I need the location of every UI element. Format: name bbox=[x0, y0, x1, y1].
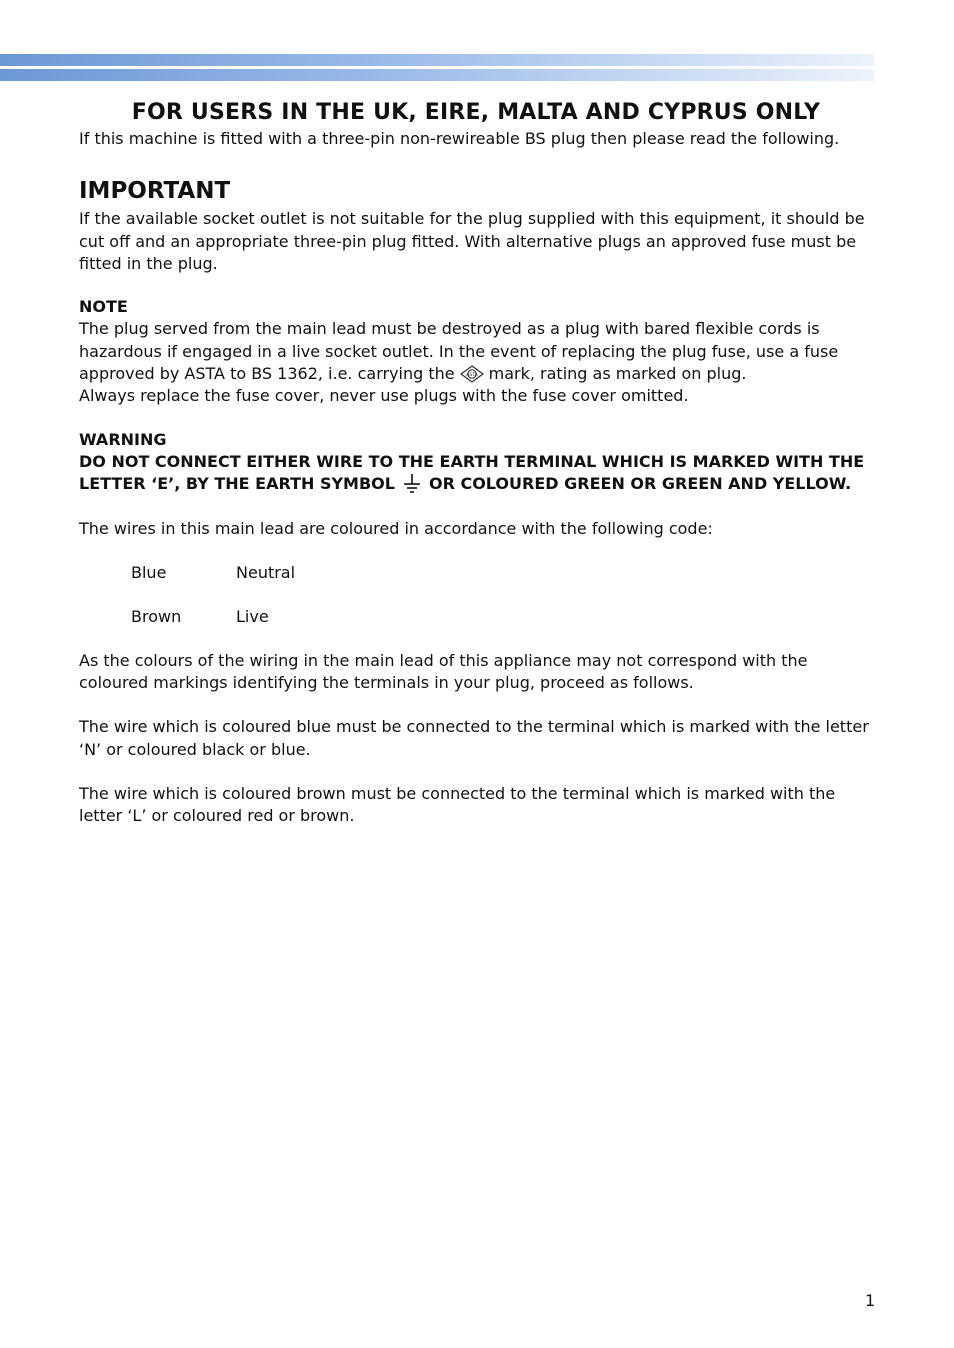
note-text-start: The plug served from the main lead must be destroyed as a plug with bared flexible cords is hazardous if engaged in a live socket outlet. In the event of replacing the plug fuse, use a fuse approved by ASTA to BS 1362, i.e. carrying the bbox=[79, 319, 839, 384]
wiring-paragraph-2: The wire which is coloured blue must be connected to the terminal which is marked with the letter ‘N’ or coloured black or blue. bbox=[79, 717, 869, 759]
wire-colour: Blue bbox=[131, 562, 167, 582]
warning-text-start: DO NOT CONNECT EITHER WIRE TO THE EARTH TERMINAL WHICH IS MARKED WITH THE LETTER ‘E’, BY THE EARTH SYMBOL bbox=[79, 451, 865, 494]
document-body bbox=[79, 98, 873, 828]
important-text: If the available socket outlet is not suitable for the plug supplied with this equipment, it should be cut off and an appropriate three-pin plug fitted. With alternative plugs an approved fuse must be fitted in the plug. bbox=[79, 209, 865, 273]
wiring-intro: The wires in this main lead are coloured in accordance with the following code: bbox=[79, 518, 713, 538]
header-band-top bbox=[0, 54, 874, 66]
warning-text-end: OR COLOURED GREEN OR GREEN AND YELLOW. bbox=[428, 474, 852, 494]
wire-code-row-brown bbox=[131, 606, 873, 628]
wire-colour: Brown bbox=[131, 606, 182, 626]
note-text-end: mark, rating as marked on plug. bbox=[488, 364, 747, 384]
page-number: 1 bbox=[865, 1291, 876, 1310]
asta-mark-icon bbox=[460, 365, 484, 383]
wire-code-row-blue bbox=[131, 562, 873, 584]
note-text bbox=[79, 318, 873, 407]
wire-meaning: Neutral bbox=[236, 562, 296, 582]
note-text-line2: Always replace the fuse cover, never use plugs with the fuse cover omitted. bbox=[79, 386, 689, 406]
warning-text bbox=[79, 451, 873, 496]
svg-text:ASTA: ASTA bbox=[465, 373, 478, 379]
intro-text: If this machine is fitted with a three-pin non-rewireable BS plug then please read the following. bbox=[79, 129, 840, 148]
warning-label: WARNING bbox=[79, 429, 167, 449]
wire-meaning: Live bbox=[236, 606, 269, 626]
important-heading: IMPORTANT bbox=[79, 178, 231, 205]
wiring-paragraph-3: The wire which is coloured brown must be connected to the terminal which is marked with the letter ‘L’ or coloured red or brown. bbox=[79, 784, 836, 826]
header-band-bottom bbox=[0, 69, 874, 81]
earth-symbol-icon bbox=[401, 473, 423, 495]
wiring-paragraph-1: As the colours of the wiring in the main lead of this appliance may not correspond with the coloured markings identifying the terminals in your plug, proceed as follows. bbox=[79, 650, 808, 693]
page-title: FOR USERS IN THE UK, EIRE, MALTA AND CYPRUS ONLY bbox=[131, 100, 821, 125]
note-label: NOTE bbox=[79, 297, 128, 317]
